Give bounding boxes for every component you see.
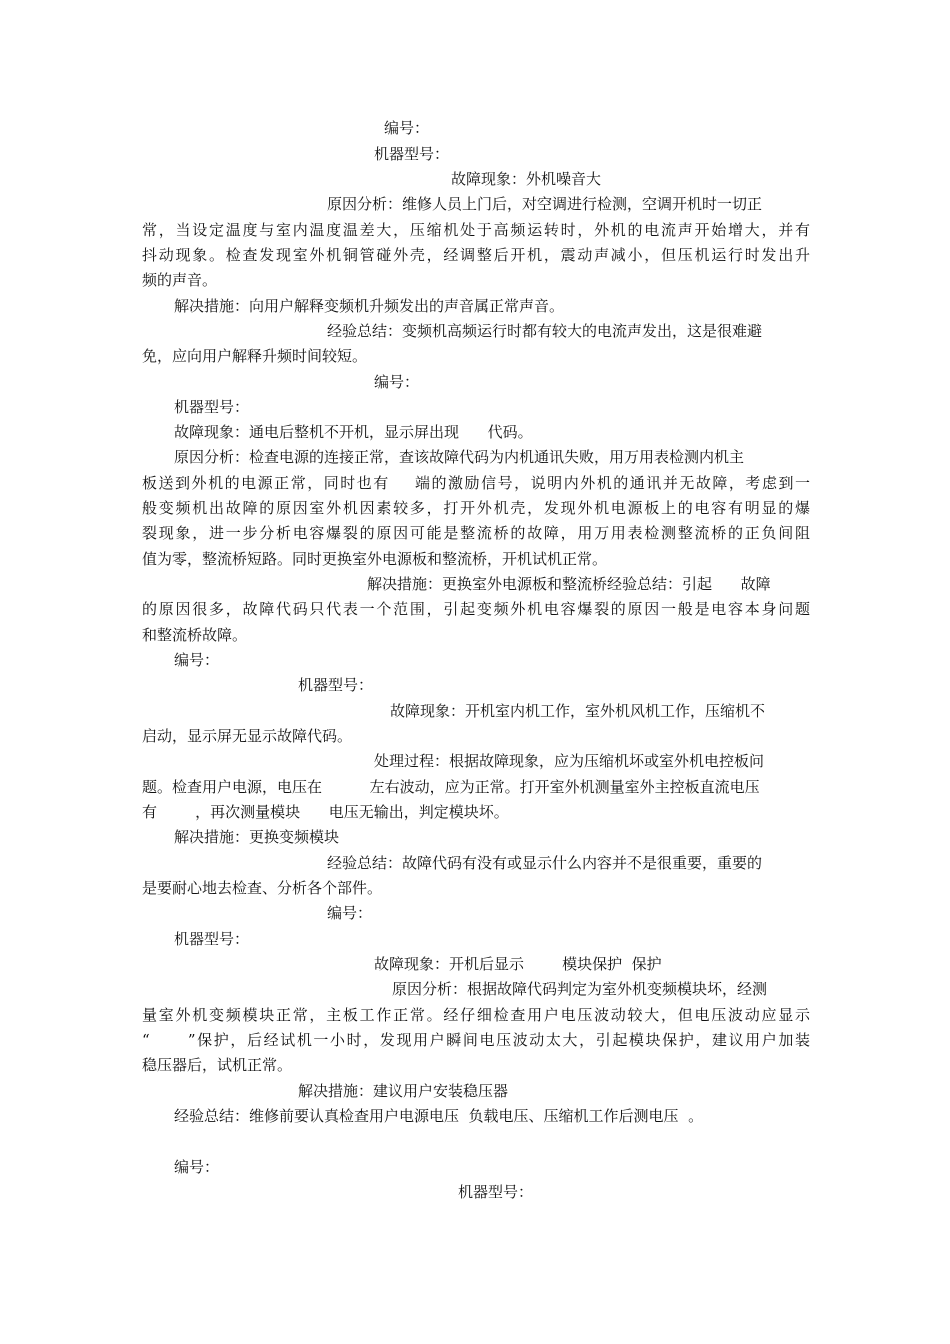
cause-analysis-line: 原因分析：根据故障代码判定为室外机变频模块坏，经测 — [392, 980, 768, 998]
cause-analysis-line: 值为零，整流桥短路。同时更换室外电源板和整流桥，开机试机正常。 — [142, 550, 608, 568]
fault-symptom: 故障现象：通电后整机不开机，显示屏出现 代码。 — [174, 423, 533, 441]
cause-analysis-line: 原因分析：检查电源的连接正常，查该故障代码为内机通讯失败，用万用表检测内机主 — [174, 448, 745, 466]
cause-analysis-line: 般变频机出故障的原因室外机因素较多，打开外机壳，发现外机电源板上的电容有明显的爆 — [142, 499, 810, 517]
cause-analysis-line: 频的声音。 — [142, 271, 218, 289]
solution: 解决措施：更换变频模块 — [174, 828, 340, 846]
machine-model-label: 机器型号： — [174, 930, 250, 948]
handling-process-line: 题。检查用户电源，电压在 左右波动，应为正常。打开室外机测量室外主控板直流电压 — [142, 778, 760, 796]
machine-model-label: 机器型号： — [458, 1183, 534, 1201]
solution: 解决措施：建议用户安装稳压器 — [298, 1082, 509, 1100]
handling-process-line: 处理过程：根据故障现象，应为压缩机坏或室外机电控板问 — [374, 752, 765, 770]
experience-summary-line: 经验总结：维修前要认真检查用户电源电压 负载电压、压缩机工作后测电压 。 — [174, 1107, 704, 1125]
cause-analysis-line: 量室外机变频模块正常，主板工作正常。经仔细检查用户电压波动较大，但电压波动应显示 — [142, 1006, 810, 1024]
cause-analysis-line: 抖动现象。检查发现室外机铜管碰外壳，经调整后开机，震动声减小，但压机运行时发出升 — [142, 246, 810, 264]
cause-analysis-line: 原因分析：维修人员上门后，对空调进行检测，空调开机时一切正 — [327, 195, 763, 213]
cause-analysis-line: 稳压器后，试机正常。 — [142, 1056, 293, 1074]
cause-analysis-line: 常，当设定温度与室内温度温差大，压缩机处于高频运转时，外机的电流声开始增大，并有 — [142, 221, 810, 239]
record-number-label: 编号： — [174, 651, 220, 669]
cause-analysis-line: 板送到外机的电源正常，同时也有 端的激励信号，说明内外机的通讯并无故障，考虑到一 — [142, 474, 810, 492]
machine-model-label: 机器型号： — [374, 145, 450, 163]
record-number-label: 编号： — [384, 119, 430, 137]
fault-symptom: 故障现象：外机噪音大 — [451, 170, 602, 188]
experience-summary-line: 是要耐心地去检查、分析各个部件。 — [142, 879, 383, 897]
solution: 解决措施：向用户解释变频机升频发出的声音属正常声音。 — [174, 297, 565, 315]
fault-symptom: 故障现象：开机室内机工作，室外机风机工作，压缩机不 — [390, 702, 766, 720]
cause-analysis-line: 裂现象，进一步分析电容爆裂的原因可能是整流桥的故障，用万用表检测整流桥的正负间阻 — [142, 524, 810, 542]
machine-model-label: 机器型号： — [298, 676, 374, 694]
experience-summary-line: 经验总结：故障代码有没有或显示什么内容并不是很重要，重要的 — [327, 854, 763, 872]
record-number-label: 编号： — [374, 373, 420, 391]
experience-summary-line: 和整流桥故障。 — [142, 626, 248, 644]
machine-model-label: 机器型号： — [174, 398, 250, 416]
fault-symptom: 启动，显示屏无显示故障代码。 — [142, 727, 353, 745]
solution: 解决措施：更换室外电源板和整流桥经验总结：引起 故障 — [367, 575, 771, 593]
cause-analysis-line: “ ”保护，后经试机一小时，发现用户瞬间电压波动太大，引起模块保护，建议用户加装 — [142, 1031, 810, 1049]
experience-summary-line: 的原因很多，故障代码只代表一个范围，引起变频外机电容爆裂的原因一般是电容本身问题 — [142, 600, 810, 618]
handling-process-line: 有 ，再次测量模块 电压无输出，判定模块坏。 — [142, 803, 509, 821]
experience-summary-line: 免，应向用户解释升频时间较短。 — [142, 347, 368, 365]
fault-symptom: 故障现象：开机后显示 模块保护 保护 — [374, 955, 662, 973]
record-number-label: 编号： — [174, 1158, 220, 1176]
record-number-label: 编号： — [327, 904, 373, 922]
experience-summary-line: 经验总结：变频机高频运行时都有较大的电流声发出，这是很难避 — [327, 322, 763, 340]
